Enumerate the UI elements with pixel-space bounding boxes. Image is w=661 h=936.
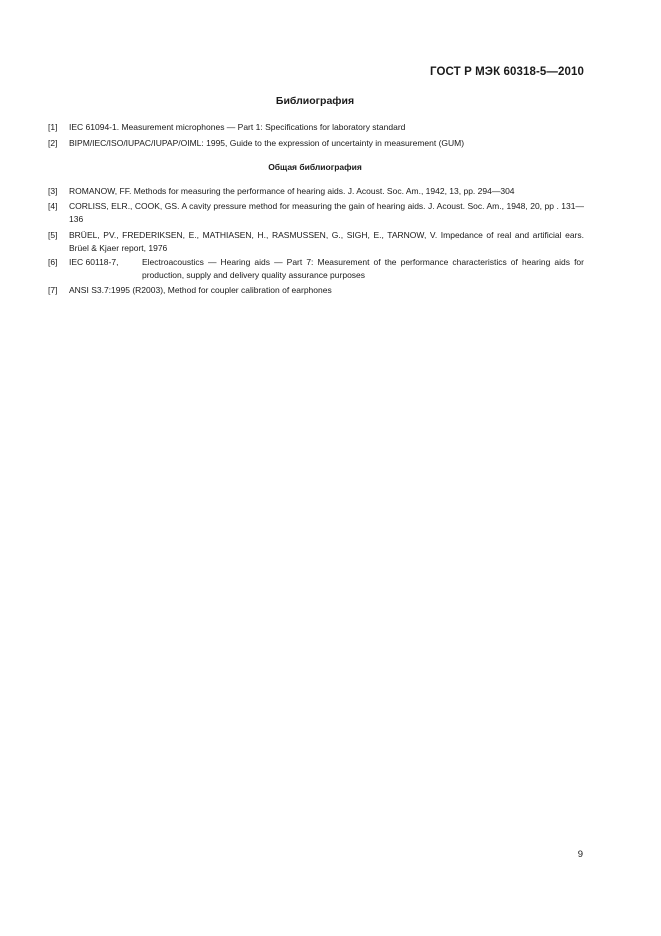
reference-text-row	[69, 256, 584, 281]
bibliography-title: Библиография	[275, 95, 355, 107]
reference-number: [5]	[48, 230, 58, 240]
reference-text: ROMANOW, FF. Methods for measuring the performance of hearing aids. J. Acoust. Soc. Am., 1942, 13, pp. 294—304	[69, 186, 515, 196]
reference-item-6	[48, 256, 584, 281]
reference-number: [1]	[48, 122, 58, 132]
reference-number: [7]	[48, 285, 58, 295]
reference-number: [2]	[48, 138, 58, 148]
reference-item-1	[48, 121, 584, 134]
reference-item-5	[48, 229, 584, 254]
reference-item-7	[48, 284, 584, 297]
reference-item-2	[48, 137, 584, 150]
reference-item-3	[48, 185, 584, 198]
reference-item-4	[48, 200, 584, 225]
general-bibliography-title: Общая библиография	[268, 162, 362, 172]
reference-number: [6]	[48, 257, 58, 267]
reference-text: BRÜEL, PV., FREDERIKSEN, E., MATHIASEN, H., RASMUSSEN, G., SIGH, E., TARNOW, V. Impedance of real and artificial ears. Brüel & Kjaer report, 1976	[69, 230, 584, 253]
page-number: 9	[577, 849, 583, 860]
reference-text: Electroacoustics — Hearing aids — Part 7: Measurement of the performance characteristics of hearing aids for production, supply and delivery quality assurance purposes	[142, 257, 584, 280]
reference-text: ANSI S3.7:1995 (R2003), Method for coupler calibration of earphones	[69, 285, 332, 295]
reference-text: IEC 61094-1. Measurement microphones — Part 1: Specifications for laboratory standard	[69, 122, 406, 132]
reference-lead: IEC 60118-7,	[69, 257, 119, 267]
reference-number: [4]	[48, 201, 58, 211]
document-code: ГОСТ Р МЭК 60318-5—2010	[430, 66, 584, 78]
reference-text: CORLISS, ELR., COOK, GS. A cavity pressure method for measuring the gain of hearing aids. J. Acoust. Soc. Am., 1948, 20, pp . 131—136	[69, 201, 584, 224]
reference-text: BIPM/IEC/ISO/IUPAC/IUPAP/OIML: 1995, Guide to the expression of uncertainty in measurement (GUM)	[69, 138, 465, 148]
reference-number: [3]	[48, 186, 58, 196]
